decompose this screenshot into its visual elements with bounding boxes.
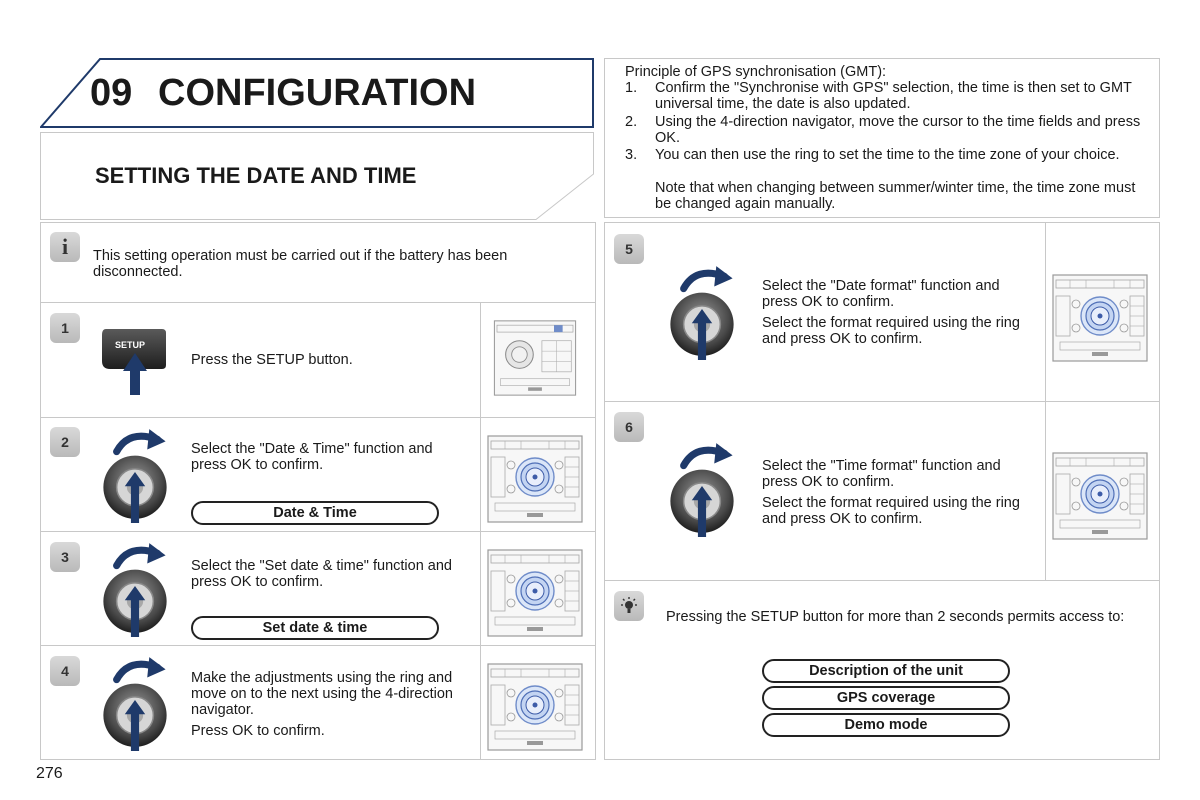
gps-intro: Principle of GPS synchronisation (GMT): [625,64,887,80]
step-text: Select the "Set date & time" function and press OK to confirm. [191,558,452,590]
menu-item-set-date-time: Set date & time [191,616,439,640]
navigator-dial-icon [102,651,168,753]
chapter-header [40,58,596,128]
divider [40,531,596,532]
gps-item-3-num: 3. [625,147,638,163]
chapter-number: 09 [90,72,133,114]
divider [40,645,596,646]
option-gps-coverage: GPS coverage [762,686,1010,710]
menu-item-date-time: Date & Time [191,501,439,525]
step-badge: 4 [50,656,80,686]
gps-item-2-num: 2. [625,114,638,130]
divider [480,302,481,760]
step-badge: 3 [50,542,80,572]
step-badge: 6 [614,412,644,442]
option-description-of-unit: Description of the unit [762,659,1010,683]
step-text: Select the "Time format" function and press OK to confirm. [762,458,1001,490]
radio-panel-illustration [1052,274,1148,362]
gps-note: Note that when changing between summer/winter time, the time zone must be changed again manually. [655,180,1136,212]
setup-button-label: SETUP [115,340,146,350]
radio-panel-illustration [487,435,583,523]
gps-item-1-text: Confirm the "Synchronise with GPS" selection, the time is then set to GMT universal time, the date is also updated. [655,80,1132,112]
radio-panel-illustration [493,320,577,396]
gps-sync-box [604,58,1160,218]
radio-panel-illustration [1052,452,1148,540]
section-title-box [40,132,596,220]
step-text-2: Select the format required using the ring and press OK to confirm. [762,495,1020,527]
navigator-dial-icon [102,423,168,525]
navigator-dial-icon [669,260,735,362]
option-demo-mode: Demo mode [762,713,1010,737]
step-text: Select the "Date & Time" function and press OK to confirm. [191,441,433,473]
step-text-2: Press OK to confirm. [191,723,325,739]
divider [1045,222,1046,580]
navigator-dial-icon [669,437,735,539]
radio-panel-illustration [487,549,583,637]
page-number: 276 [36,765,63,782]
setup-button-icon [100,325,170,397]
info-icon: i [50,232,80,262]
section-title: SETTING THE DATE AND TIME [95,163,417,188]
chapter-title: CONFIGURATION [158,72,477,114]
gps-item-3-text: You can then use the ring to set the time to the time zone of your choice. [655,147,1120,163]
info-text: This setting operation must be carried out if the battery has been disconnected. [93,248,508,280]
step-text-2: Select the format required using the ring and press OK to confirm. [762,315,1020,347]
tip-lightbulb-icon [614,591,644,621]
navigator-dial-icon [102,537,168,639]
step-text: Select the "Date format" function and press OK to confirm. [762,278,1000,310]
step-text: Press the SETUP button. [191,352,353,368]
divider [604,580,1160,581]
gps-item-2-text: Using the 4-direction navigator, move the cursor to the time fields and press OK. [655,114,1141,146]
step-badge: 5 [614,234,644,264]
divider [40,302,596,303]
divider [604,401,1160,402]
step-text: Make the adjustments using the ring and move on to the next using the 4-direction navigator. [191,670,453,718]
radio-panel-illustration [487,663,583,751]
step-badge: 1 [50,313,80,343]
step-badge: 2 [50,427,80,457]
divider [40,417,596,418]
gps-item-1-num: 1. [625,80,638,96]
tip-text: Pressing the SETUP button for more than 2 seconds permits access to: [666,609,1125,625]
